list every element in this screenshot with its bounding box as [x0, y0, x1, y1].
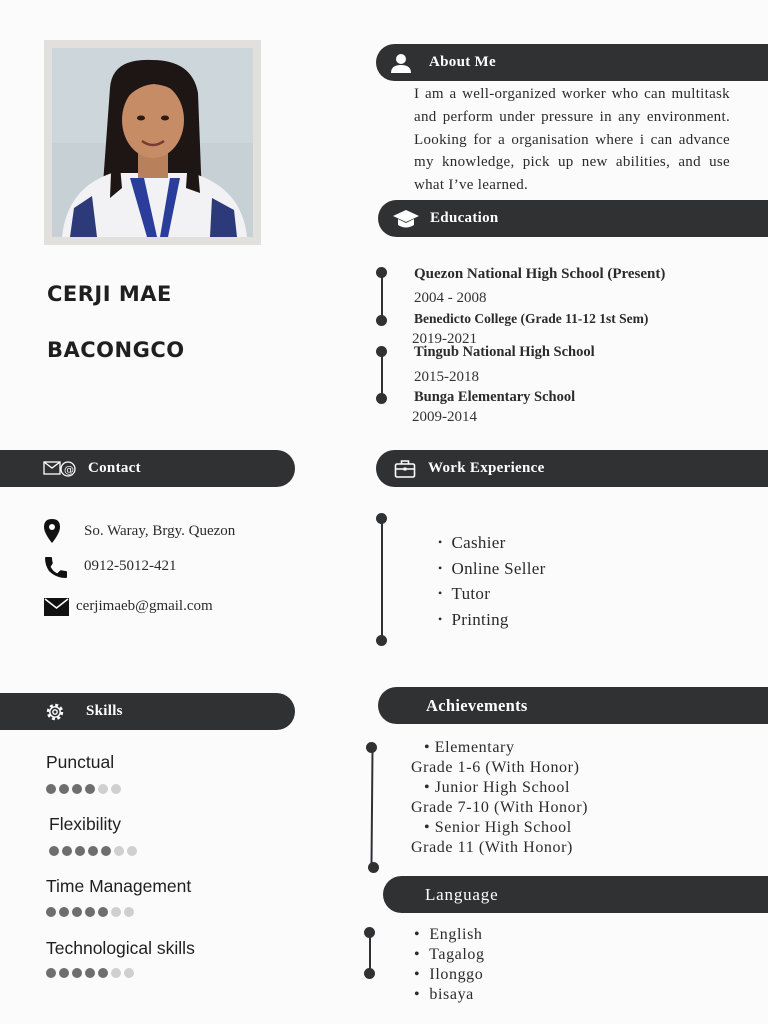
svg-text:@: @: [64, 464, 74, 476]
skill-label: Technological skills: [46, 938, 195, 958]
language-timeline-dot: [364, 927, 375, 938]
contact-phone: 0912-5012-421: [84, 558, 177, 574]
work-timeline-dot: [376, 635, 387, 646]
education-years: 2004 - 2008: [414, 290, 487, 306]
rating-dot-filled: [101, 846, 111, 856]
list-item: • bisaya: [414, 986, 474, 1003]
first-name: CERJI MAE: [47, 282, 172, 306]
rating-dot-filled: [98, 968, 108, 978]
rating-dot-filled: [88, 846, 98, 856]
skill-label: Flexibility: [49, 814, 121, 834]
rating-dot-filled: [59, 907, 69, 917]
skill-label: Punctual: [46, 752, 115, 772]
work-timeline-dot: [376, 513, 387, 524]
education-school: Tingub National High School: [414, 344, 595, 360]
gear-icon: [44, 701, 66, 723]
language-title: Language: [425, 884, 499, 904]
phone-icon: [43, 556, 69, 585]
achievement-line: Grade 11 (With Honor): [411, 839, 573, 856]
rating-dot-filled: [72, 784, 82, 794]
rating-dot-filled: [75, 846, 85, 856]
language-item: Tagalog: [429, 946, 485, 963]
achievements-header: [378, 687, 768, 724]
rating-dot-filled: [46, 907, 56, 917]
work-list: [438, 531, 546, 634]
contact-icon: [43, 458, 77, 480]
rating-dot-empty: [114, 846, 124, 856]
briefcase-icon: [394, 459, 416, 479]
language-timeline-dot: [364, 968, 375, 979]
skill-rating: [46, 968, 134, 978]
contact-email: cerjimaeb@gmail.com: [76, 598, 213, 614]
rating-dot-empty: [127, 846, 137, 856]
education-school: Quezon National High School (Present): [414, 266, 666, 282]
profile-photo: [52, 48, 253, 237]
rating-dot-filled: [85, 968, 95, 978]
language-list: [414, 925, 485, 1005]
education-years: 2019-2021: [412, 331, 477, 347]
rating-dot-empty: [98, 784, 108, 794]
achievements-title: Achievements: [426, 695, 528, 715]
education-timeline-dot: [376, 346, 387, 357]
language-header: [383, 876, 768, 913]
list-item: • Cashier: [438, 531, 546, 557]
graduation-cap-icon: [392, 208, 420, 230]
work-timeline-line: [381, 518, 383, 640]
email-icon: [44, 598, 69, 621]
education-timeline-dot: [376, 267, 387, 278]
rating-dot-filled: [72, 968, 82, 978]
rating-dot-filled: [85, 784, 95, 794]
list-item: • Tagalog: [414, 946, 485, 963]
education-timeline-dot: [376, 315, 387, 326]
rating-dot-empty: [124, 968, 134, 978]
rating-dot-filled: [59, 784, 69, 794]
rating-dot-empty: [111, 968, 121, 978]
achievement-line: • Junior High School: [424, 779, 571, 796]
rating-dot-filled: [62, 846, 72, 856]
education-years: 2009-2014: [412, 409, 477, 425]
rating-dot-filled: [46, 784, 56, 794]
rating-dot-empty: [111, 784, 121, 794]
education-school: Benedicto College (Grade 11-12 1st Sem): [414, 311, 649, 326]
achievements-timeline-dot: [366, 742, 377, 753]
list-item: • Printing: [438, 608, 546, 634]
contact-address: So. Waray, Brgy. Quezon: [84, 523, 236, 539]
education-years: 2015-2018: [414, 369, 479, 385]
rating-dot-empty: [111, 907, 121, 917]
language-item: Ilonggo: [429, 966, 484, 983]
skill-rating: [49, 846, 137, 856]
contact-header: [0, 450, 295, 487]
contact-title: Contact: [88, 460, 141, 476]
skill-rating: [46, 907, 134, 917]
skill-label: Time Management: [46, 876, 192, 896]
list-item: • Tutor: [438, 582, 546, 608]
achievement-line: Grade 7-10 (With Honor): [411, 799, 589, 816]
skills-header: [0, 693, 295, 730]
skill-rating: [46, 784, 121, 794]
about-title: About Me: [429, 54, 496, 70]
achievement-line: • Senior High School: [424, 819, 572, 836]
rating-dot-filled: [49, 846, 59, 856]
language-item: English: [429, 926, 483, 943]
education-timeline-dot: [376, 393, 387, 404]
achievements-timeline-dot: [368, 862, 379, 873]
rating-dot-filled: [59, 968, 69, 978]
education-header: [378, 200, 768, 237]
education-timeline-line-2: [381, 351, 383, 399]
about-text: I am a well-organized worker who can multitask and perform under pressure in any environment. Looking for a organisation where i can advance my knowledge, pick up new abilities, and use what I’ve learned.: [414, 86, 730, 194]
rating-dot-empty: [124, 907, 134, 917]
rating-dot-filled: [85, 907, 95, 917]
list-item: • English: [414, 926, 483, 943]
work-title: Work Experience: [428, 460, 545, 476]
user-icon: [390, 52, 412, 74]
rating-dot-filled: [46, 968, 56, 978]
about-header: [376, 44, 768, 81]
achievements-timeline-line: [370, 747, 373, 867]
language-item: bisaya: [429, 986, 474, 1003]
rating-dot-filled: [72, 907, 82, 917]
rating-dot-filled: [98, 907, 108, 917]
profile-photo-frame: [44, 40, 261, 245]
education-school: Bunga Elementary School: [414, 389, 576, 405]
work-header: [376, 450, 768, 487]
list-item: • Ilonggo: [414, 966, 484, 983]
achievement-line: Grade 1-6 (With Honor): [411, 759, 580, 776]
last-name: BACONGCO: [47, 338, 185, 362]
achievement-line: • Elementary: [424, 739, 515, 756]
list-item: • Online Seller: [438, 557, 546, 583]
location-pin-icon: [44, 519, 60, 548]
skills-title: Skills: [86, 703, 123, 719]
education-title: Education: [430, 210, 499, 226]
